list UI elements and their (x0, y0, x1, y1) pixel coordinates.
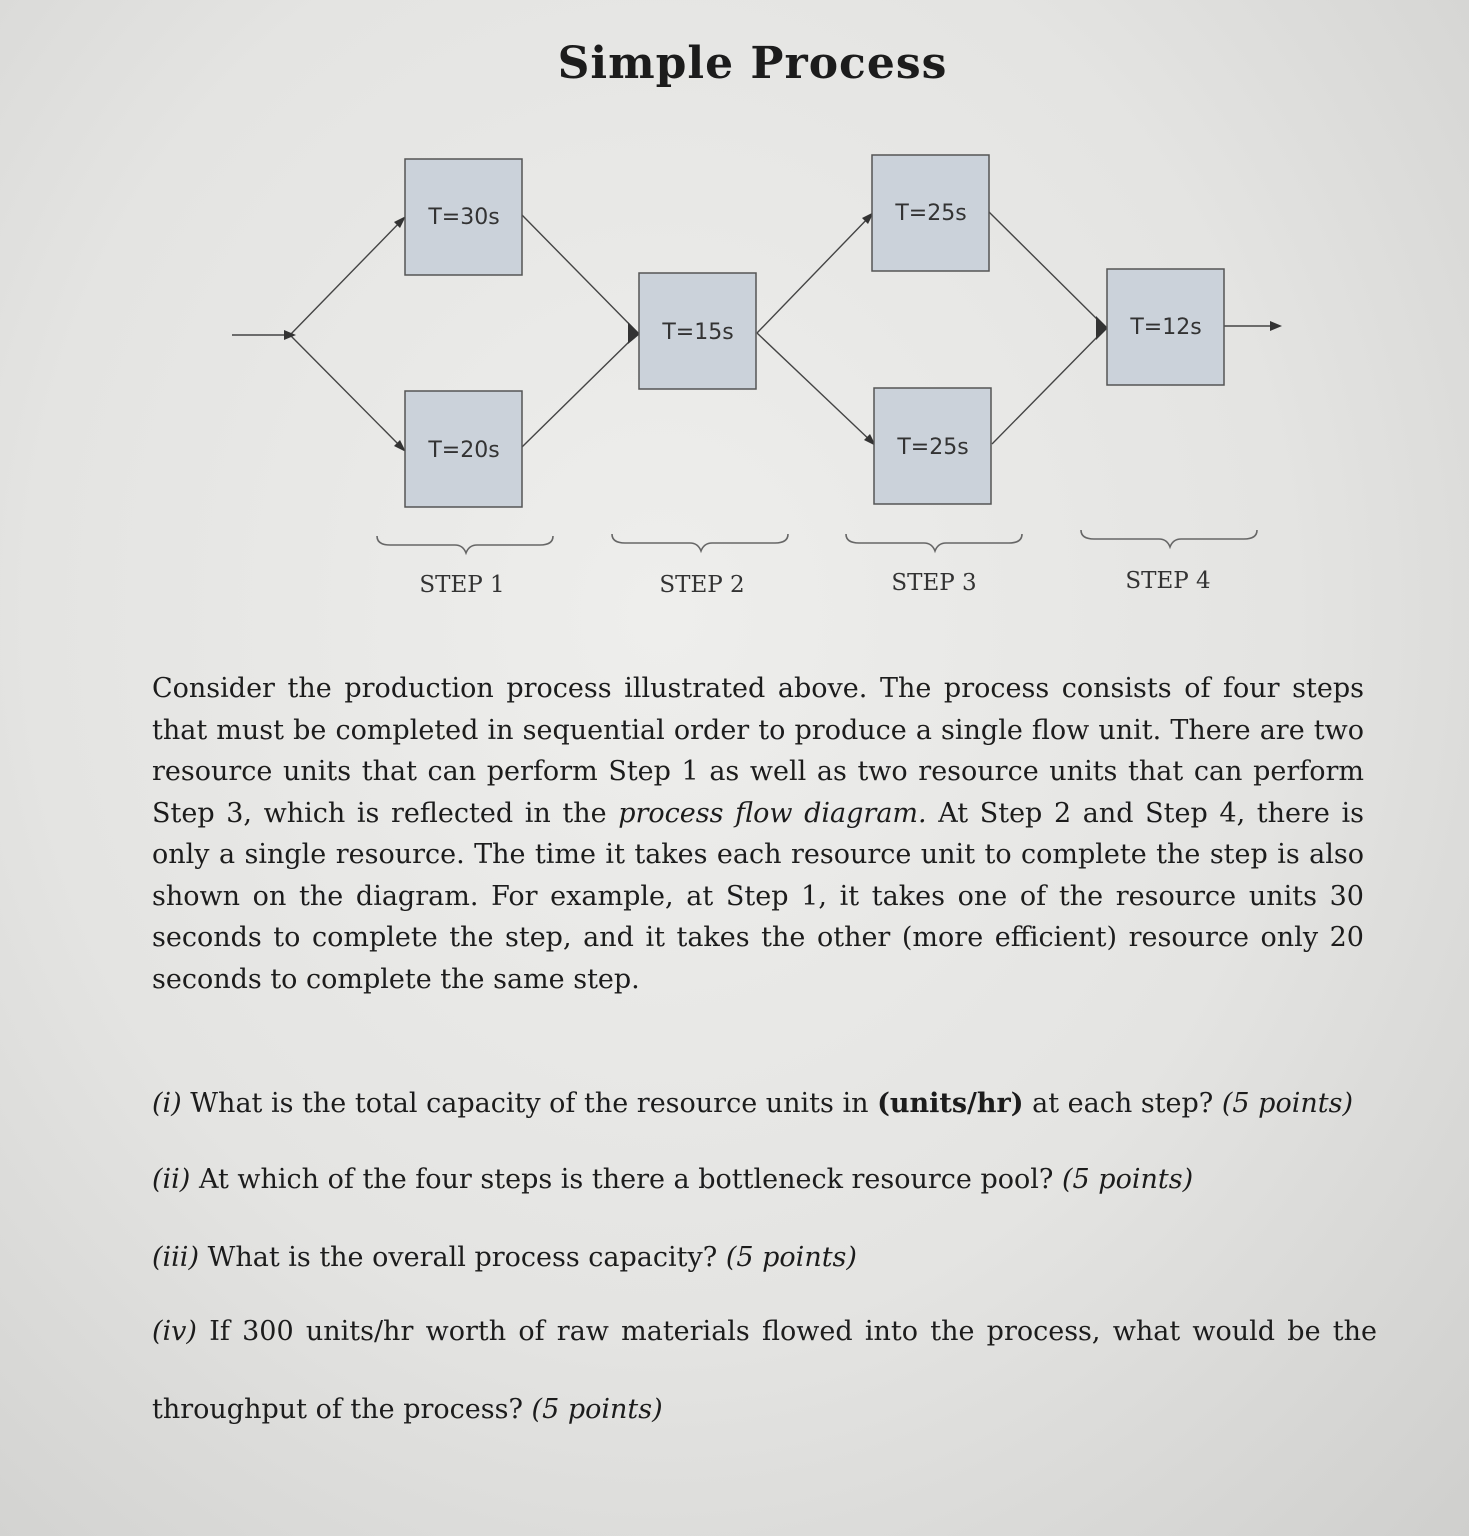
box-label: T=25s (897, 435, 969, 460)
step-label-4: STEP 4 (1125, 568, 1211, 594)
arrowhead (1270, 321, 1282, 331)
question-points: (5 points) (531, 1394, 663, 1425)
connector-s3top-s4 (989, 212, 1106, 328)
connector-s3bottom-s4 (992, 328, 1106, 444)
box-label: T=25s (895, 201, 967, 226)
question-text: At which of the four steps is there a bottleneck resource pool? (198, 1164, 1054, 1195)
resource-box-step3-top (872, 155, 989, 271)
question-text: If 300 units/hr worth of raw materials flowed into the process, what would be the (209, 1316, 1377, 1347)
connector-s2-s3bottom (757, 333, 874, 444)
connector-in-s1bottom (290, 335, 404, 450)
question-2 (152, 1164, 1377, 1195)
question-3 (152, 1242, 1377, 1273)
question-units: (units/hr) (877, 1088, 1024, 1119)
box-label: T=20s (428, 438, 500, 463)
question-points: (5 points) (1062, 1164, 1194, 1195)
brace-step1 (377, 536, 553, 553)
resource-box-step3-bottom (874, 388, 991, 504)
question-4-continued (152, 1394, 1377, 1425)
question-1 (152, 1088, 1377, 1119)
question-text-end: at each step? (1023, 1088, 1214, 1119)
step-label-1: STEP 1 (419, 572, 505, 598)
question-points: (5 points) (725, 1242, 857, 1273)
question-text: What is the total capacity of the resource units in (190, 1088, 878, 1119)
process-flow-diagram (0, 0, 1469, 620)
question-text: What is the overall process capacity? (207, 1242, 718, 1273)
question-number: (iii) (152, 1242, 199, 1273)
box-label: T=30s (428, 205, 500, 230)
question-points: (5 points) (1221, 1088, 1353, 1119)
description-emphasis: process flow diagram. (618, 797, 927, 829)
connector-s2-s3top (757, 214, 872, 333)
brace-step3 (846, 534, 1022, 551)
box-label: T=12s (1130, 315, 1202, 340)
resource-box-step1-top (405, 159, 522, 275)
page-title: Simple Process (557, 38, 948, 89)
resource-box-step2 (639, 273, 756, 389)
resource-box-step4 (1107, 269, 1224, 385)
brace-step4 (1081, 530, 1257, 547)
resource-box-step1-bottom (405, 391, 522, 507)
connector-in-s1top (290, 218, 404, 335)
question-text: throughput of the process? (152, 1394, 523, 1425)
problem-description (152, 668, 1364, 1000)
description-text-part1: Consider the production process illustrated above. The process consists of four steps that must be completed in sequential order to produce a single flow unit. There are two resource units that can perform Step 1 as well as two resource units that can perform Step 3, which is reflected in the (152, 673, 1364, 829)
question-number: (ii) (152, 1164, 191, 1195)
brace-step2 (612, 534, 788, 551)
arrowhead (628, 322, 640, 344)
description-text-part2: At Step 2 and Step 4, there is only a single resource. The time it takes each resource unit to complete the step is also shown on the diagram. For example, at Step 1, it takes one of the resource units 30 seconds to complete the step, and it takes the other (more efficient) resource only 20 seconds to complete the same step. (152, 797, 1364, 995)
arrowhead (1096, 316, 1108, 340)
question-4 (152, 1316, 1377, 1347)
connector-s1bottom-s2 (522, 333, 638, 447)
question-number: (iv) (152, 1316, 197, 1347)
question-number: (i) (152, 1088, 182, 1119)
step-label-3: STEP 3 (891, 570, 977, 596)
box-label: T=15s (662, 320, 734, 345)
step-braces (377, 530, 1257, 553)
connector-s1top-s2 (522, 215, 638, 333)
step-label-2: STEP 2 (659, 572, 745, 598)
